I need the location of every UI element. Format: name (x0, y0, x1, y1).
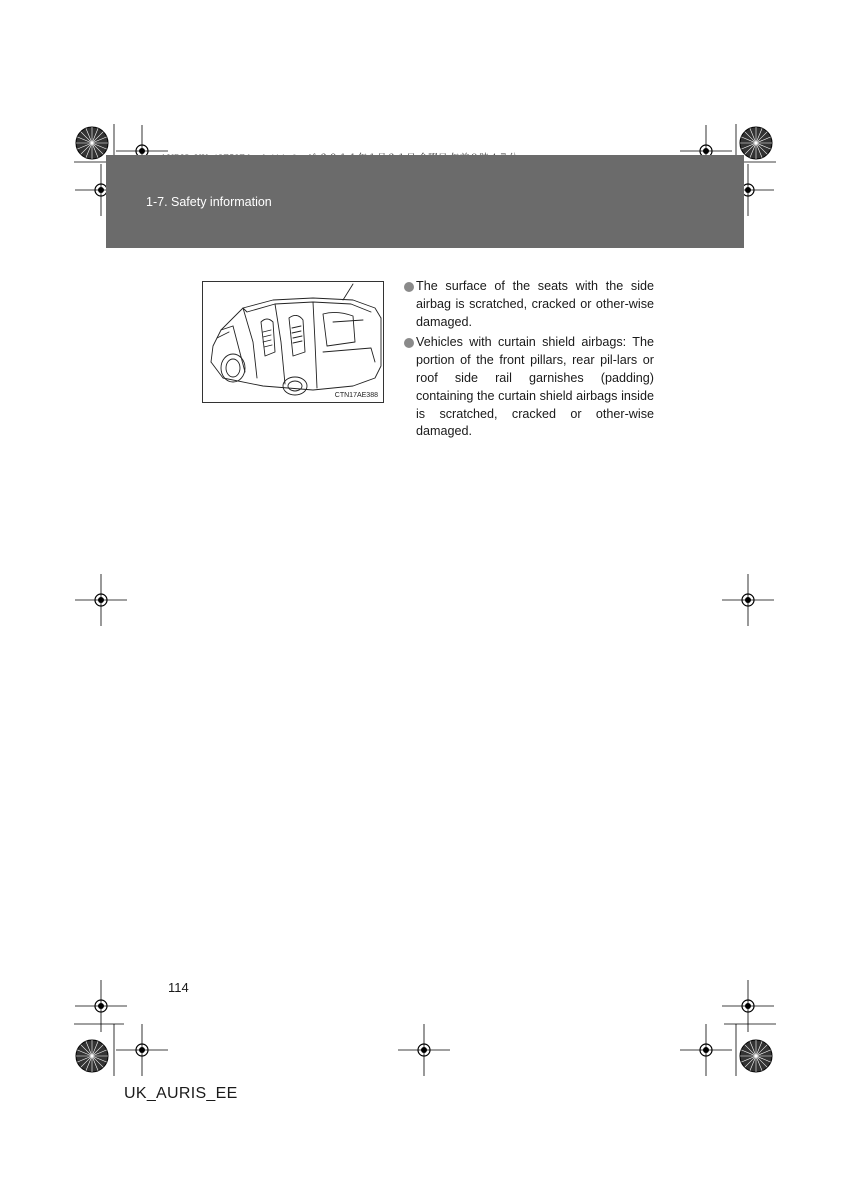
page-number: 114 (168, 980, 189, 995)
section-title: 1-7. Safety information (146, 195, 272, 209)
bullet-list (404, 278, 654, 444)
bullet-text: Vehicles with curtain shield airbags: The portion of the front pillars, rear pil-lars or roof side rail garnishes (padding) containing the curtain shield airbags inside is scratched, cracked or other-wise damaged. (416, 335, 654, 439)
car-interior-illustration (202, 281, 384, 403)
figure-code: CTN17AE388 (334, 392, 378, 399)
bullet-text: The surface of the seats with the side airbag is scratched, cracked or other-wise damaged. (416, 279, 654, 329)
list-item (404, 334, 654, 441)
bullet-icon (404, 282, 414, 292)
bullet-icon (404, 338, 414, 348)
footer-code: UK_AURIS_EE (124, 1085, 238, 1102)
car-interior-drawing (203, 282, 383, 402)
list-item (404, 278, 654, 331)
